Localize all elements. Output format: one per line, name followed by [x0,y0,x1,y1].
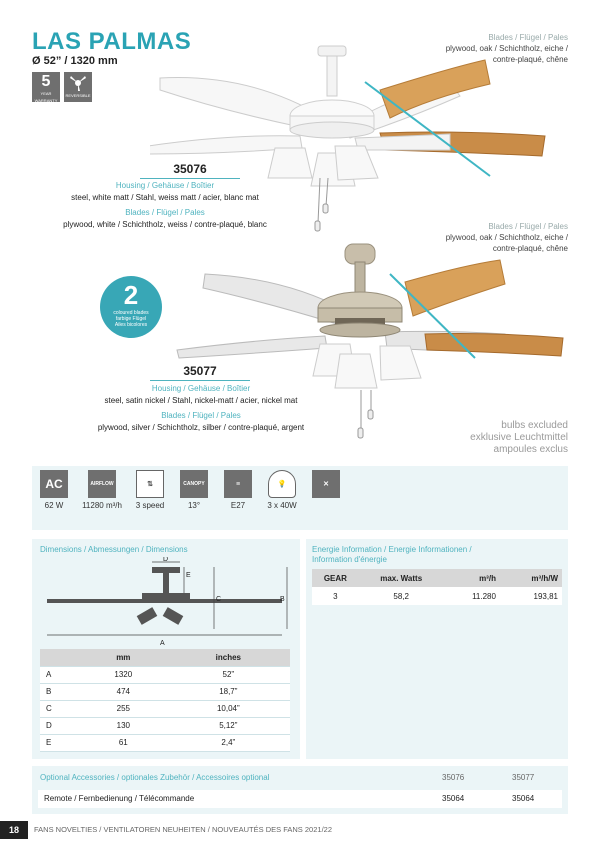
energy-header-watts: max. Watts [359,569,444,587]
warranty-badge [32,72,60,102]
table-row: E 61 2,4” [40,734,290,751]
dim-label-a: A [160,640,165,647]
product2-housing-text: steel, satin nickel / Stahl, nickel-matt / acier, nickel mat [104,396,298,405]
dimensions-title: Dimensions / Abmessungen / Dimensions [40,545,188,554]
circle-line2: farbige Flügel [115,316,147,322]
energy-header-gear: GEAR [312,569,359,587]
dim-label-b: B [280,596,285,603]
spec-speed [128,470,172,511]
product2-description [100,364,300,383]
airflow-icon: AIRFLOW [88,470,116,498]
product1-housing-label: Housing / Gehäuse / Boîtier [115,181,215,190]
table-row: 3 58,2 11.280 193,81 [312,587,562,605]
table-header-row [40,649,290,666]
accessory-remote-val1: 35064 [442,794,465,803]
table-row: C 255 10,04” [40,700,290,717]
no-remote-icon: ✕ [312,470,340,498]
specs-bar [32,466,568,530]
page-number: 18 [0,821,28,839]
product1-description [80,162,300,181]
dim-header-mm: mm [80,649,167,666]
spec-canopy [172,470,216,511]
circle-line1: coloured blades [113,310,149,316]
accessories-title: Optional Accessories / optionales Zubehör / Accessoires optional [40,773,270,782]
canopy-icon: CANOPY [180,470,208,498]
spec-airflow [80,470,124,511]
energy-header-m3hw: m³/h/W [500,569,562,587]
product2-number: 35077 [183,364,217,378]
warranty-text: YEAR WARRANTY [34,91,58,103]
energy-header-m3h: m³/h [444,569,500,587]
bulb-socket-icon: ≡ [224,470,252,498]
product1-housing-text: steel, white matt / Stahl, weiss matt / acier, blanc mat [71,193,259,202]
table-row: B 474 18,7” [40,683,290,700]
accessories-col2: 35077 [512,773,535,782]
product1-number: 35076 [173,162,207,176]
accessories-panel [32,766,568,814]
product2-alt-blades-text1: plywood, oak / Schichtholz, eiche / [445,233,568,242]
product1-specs-text [30,180,300,231]
energy-table [312,569,562,605]
spec-airflow-value: 11280 m³/h [82,501,122,510]
spec-no-remote [304,470,348,498]
reversible-text: REVERSIBLE [65,93,91,98]
spec-motor-value: 62 W [44,501,64,510]
table-row: D 130 5,12” [40,717,290,734]
dim-header-inches: inches [167,649,290,666]
two-coloured-blades-badge [100,276,162,338]
speed-icon: ⇅ [136,470,164,498]
bulbs-note-line2: exklusive Leuchtmittel [470,432,568,443]
spec-socket [216,470,260,511]
product1-alt-blades-text1: plywood, oak / Schichtholz, eiche / [445,44,568,53]
diameter-subtitle: Ø 52” / 1320 mm [32,55,118,67]
dim-label-e: E [186,572,191,579]
ac-motor-icon: AC [40,470,68,498]
dimensions-table [40,649,290,752]
energy-title-1: Energie Information / Energie Informationen / [312,545,472,554]
page-title: LAS PALMAS [32,28,192,55]
energy-title-2: Information d'énergie [312,555,387,564]
spec-speed-value: 3 speed [135,501,165,510]
dim-header-label [40,649,80,666]
dim-label-d: D [163,557,169,563]
table-row: A 1320 52” [40,666,290,683]
accessory-remote-val2: 35064 [512,794,535,803]
bulbs-excluded-note [470,420,568,456]
product2-specs-text [56,383,346,434]
dimension-diagram [42,557,292,652]
product2-divider [150,380,250,381]
footer-text: FANS NOVELTIES / VENTILATOREN NEUHEITEN / NOUVEAUTÉS DES FANS 2021/22 [34,825,333,834]
product2-housing-label: Housing / Gehäuse / Boîtier [151,384,251,393]
product1-blades-text: plywood, white / Schichtholz, weiss / contre-plaqué, blanc [63,220,267,229]
circle-number: 2 [123,280,139,310]
bulbs-note-line1: bulbs excluded [501,420,568,431]
product1-alt-blades-label: Blades / Flügel / Pales [488,33,568,42]
product2-alt-blades-text2: contre-plaqué, chêne [492,244,568,253]
dim-label-c: C [216,596,222,603]
product2-alt-blades-label: Blades / Flügel / Pales [488,222,568,231]
product2-blades-label: Blades / Flügel / Pales [161,411,241,420]
product1-alt-blades-text2: contre-plaqué, chêne [492,55,568,64]
accessory-row [38,790,562,808]
product1-blades-label: Blades / Flügel / Pales [125,208,205,217]
spec-bulbs-value: 3 x 40W [267,501,297,510]
dimensions-panel [32,539,300,759]
bulbs-note-line3: ampoules exclus [493,444,568,455]
warranty-number: 5 [41,73,51,90]
spec-bulbs [260,470,304,511]
energy-header-row [312,569,562,587]
spec-motor [32,470,76,511]
reversible-icon [67,74,89,92]
product1-divider [140,178,240,179]
accessories-col1: 35076 [442,773,465,782]
circle-line3: Ailes bicolores [114,322,148,328]
accessory-remote-label: Remote / Fernbedienung / Télécommande [44,794,195,803]
reversible-badge [64,72,92,102]
spec-canopy-value: 13° [187,501,201,510]
spec-socket-value: E27 [230,501,246,510]
bulb-icon: 💡 [268,470,296,498]
product2-blades-text: plywood, silver / Schichtholz, silber / contre-plaqué, argent [97,423,305,432]
energy-panel [306,539,568,759]
